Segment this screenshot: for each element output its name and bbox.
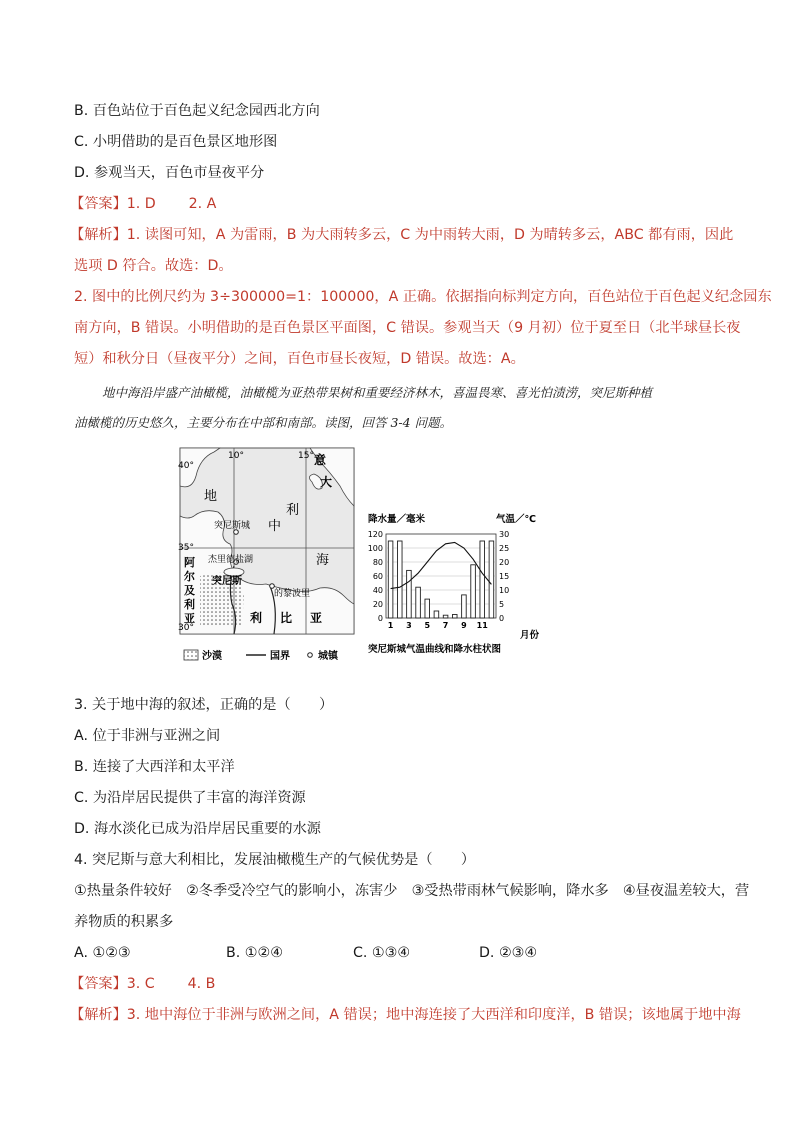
q4-option-d: D. ②③④ (479, 945, 538, 961)
place-label: 利 (184, 598, 195, 611)
legend-town: 城镇 (318, 651, 338, 662)
chart-x-tick-label: 7 (442, 621, 449, 630)
chart-left-axis-title: 降水量／毫米 (368, 514, 426, 525)
chart-bar (489, 541, 494, 618)
chart-bar (480, 541, 485, 618)
chart-left-tick-label: 0 (377, 614, 383, 623)
legend-border: 国界 (270, 651, 290, 662)
q2-option-d: D. 参观当天，百色市昼夜平分 (74, 165, 265, 181)
answer-block-1 (70, 194, 216, 214)
chart-right-tick-label: 0 (499, 614, 505, 623)
q4-option-c: C. ①③④ (353, 945, 411, 961)
place-label: 阿 (184, 556, 195, 569)
chart-bar (416, 587, 421, 618)
lat-label: 40° (178, 461, 194, 471)
analysis-line-4: 南方向，B 错误。小明借助的是百色景区平面图，C 错误。参观当天（9 月初）位于夏至日（北半球昼长夜 (74, 320, 741, 336)
analysis-line-2-1 (70, 1005, 741, 1025)
chart-title: 突尼斯城气温曲线和降水柱状图 (368, 644, 502, 655)
place-label: 海 (316, 553, 330, 568)
chart-bar (434, 611, 439, 618)
analysis-line-5: 短）和秋分日（昼夜平分）之间，百色市昼长夜短，D 错误。故选：A。 (74, 351, 525, 367)
place-label: 地 (204, 489, 218, 504)
analysis-line-3: 2. 图中的比例尺约为 3÷300000=1：100000，A 正确。依据指向标判定方向，百色站位于百色起义纪念园东 (74, 289, 772, 305)
chart-right-tick-label: 30 (499, 530, 510, 539)
legend-desert-swatch (184, 650, 198, 660)
analysis-tag: 【解析】 (70, 227, 127, 243)
map (178, 448, 354, 662)
q4-statements-line-1: ①热量条件较好 ②冬季受冷空气的影响小，冻害少 ③受热带雨林气候影响，降水多 ④昼夜温差较大，营 (74, 883, 750, 899)
q2-option-b: B. 百色站位于百色起义纪念园西北方向 (74, 103, 320, 119)
chart-bar (471, 565, 476, 618)
chart-bar (452, 615, 457, 619)
chart-x-tick-label: 3 (406, 621, 412, 630)
analysis-text: 1. 读图可知，A 为雷雨，B 为大雨转多云，C 为中雨转大雨，D 为晴转多云，ABC 都有雨，因此 (126, 227, 734, 243)
answer-text: 1. D 2. A (126, 196, 217, 212)
chart-bar (425, 599, 430, 618)
chart-right-tick-label: 5 (499, 600, 505, 609)
q4-stem: 4. 突尼斯与意大利相比，发展油橄榄生产的气候优势是（ ） (74, 852, 476, 868)
chart-x-axis-unit: 月份 (520, 630, 540, 641)
chart-right-tick-label: 10 (499, 586, 510, 595)
intro-line-1: 地中海沿岸盛产油橄榄，油橄榄为亚热带果树和重要经济林木，喜温畏寒、喜光怕渍涝，突尼斯种植 (102, 385, 653, 400)
intro-line-2: 油橄榄的历史悠久，主要分布在中部和南部。读图，回答 3-4 问题。 (74, 415, 453, 430)
place-label: 大 (320, 475, 333, 489)
figure (174, 446, 554, 668)
chart-bar (397, 541, 402, 618)
place-label: 亚 (310, 611, 323, 625)
place-label: 尔 (184, 570, 195, 583)
place-label: 的黎波里 (274, 589, 311, 599)
q3-option-d: D. 海水淡化已成为沿岸居民重要的水源 (74, 821, 321, 837)
q3-option-c: C. 为沿岸居民提供了丰富的海洋资源 (74, 790, 306, 806)
lat-label: 30° (178, 623, 194, 633)
q3-stem: 3. 关于地中海的叙述，正确的是（ ） (74, 697, 334, 713)
town-marker (270, 584, 275, 589)
lat-label: 35° (178, 543, 194, 553)
answer-tag: 【答案】 (70, 196, 127, 212)
intro-paragraph (74, 378, 724, 438)
chart-left-tick-label: 60 (372, 572, 383, 581)
place-label: 利 (250, 611, 263, 625)
place-label: 中 (268, 519, 282, 534)
lon-label: 10° (228, 451, 244, 461)
chart-left-tick-label: 80 (372, 558, 383, 567)
q2-option-c: C. 小明借助的是百色景区地形图 (74, 134, 278, 150)
chart-bar (407, 570, 412, 618)
chart-right-axis-title: 气温／℃ (496, 514, 537, 525)
place-label: 突尼斯城 (214, 521, 251, 531)
chart-x-tick-label: 9 (461, 621, 467, 630)
chart-bar (388, 541, 393, 618)
chart-left-tick-label: 100 (367, 544, 383, 553)
place-label: 比 (280, 611, 293, 625)
q4-statements-line-2: 养物质的积累多 (74, 914, 174, 930)
q4-option-a: A. ①②③ (74, 945, 131, 961)
answer-tag: 【答案】 (70, 976, 127, 992)
chart-right-tick-label: 20 (499, 558, 510, 567)
q3-option-a: A. 位于非洲与亚洲之间 (74, 728, 221, 744)
place-label: 及 (184, 584, 195, 597)
place-label: 意 (314, 453, 327, 467)
q3-option-b: B. 连接了大西洋和太平洋 (74, 759, 235, 775)
chart-left-tick-label: 40 (372, 586, 383, 595)
chart-x-tick-label: 5 (424, 621, 431, 630)
legend-desert: 沙漠 (202, 651, 222, 662)
chart-bar (462, 595, 467, 618)
legend-town-swatch (308, 653, 313, 658)
analysis-line-1 (70, 225, 733, 245)
chart-left-tick-label: 20 (372, 600, 383, 609)
chart-bar (443, 615, 448, 618)
place-label: 突尼斯 (212, 576, 242, 587)
analysis-line-2: 选项 D 符合。故选：D。 (74, 258, 233, 274)
place-label: 亚 (184, 612, 195, 625)
map-and-chart-figure (174, 446, 554, 668)
answer-text: 3. C 4. B (126, 976, 216, 992)
q4-option-b: B. ①②④ (226, 945, 283, 961)
place-label: 杰里德盐湖 (208, 555, 254, 565)
analysis-text: 3. 地中海位于非洲与欧洲之间，A 错误；地中海连接了大西洋和印度洋，B 错误；该地属于地中海 (126, 1007, 741, 1023)
answer-block-2 (70, 974, 215, 994)
chart-left-tick-label: 120 (367, 530, 383, 539)
chart-x-tick-label: 11 (476, 621, 488, 630)
climate-chart (368, 513, 540, 655)
chart-x-tick-label: 1 (387, 621, 394, 630)
chart-right-tick-label: 15 (499, 572, 510, 581)
analysis-tag: 【解析】 (70, 1007, 127, 1023)
salt-lake (224, 568, 244, 576)
place-label: 利 (286, 503, 300, 518)
chart-right-tick-label: 25 (499, 544, 510, 553)
lon-label: 15° (298, 451, 314, 461)
